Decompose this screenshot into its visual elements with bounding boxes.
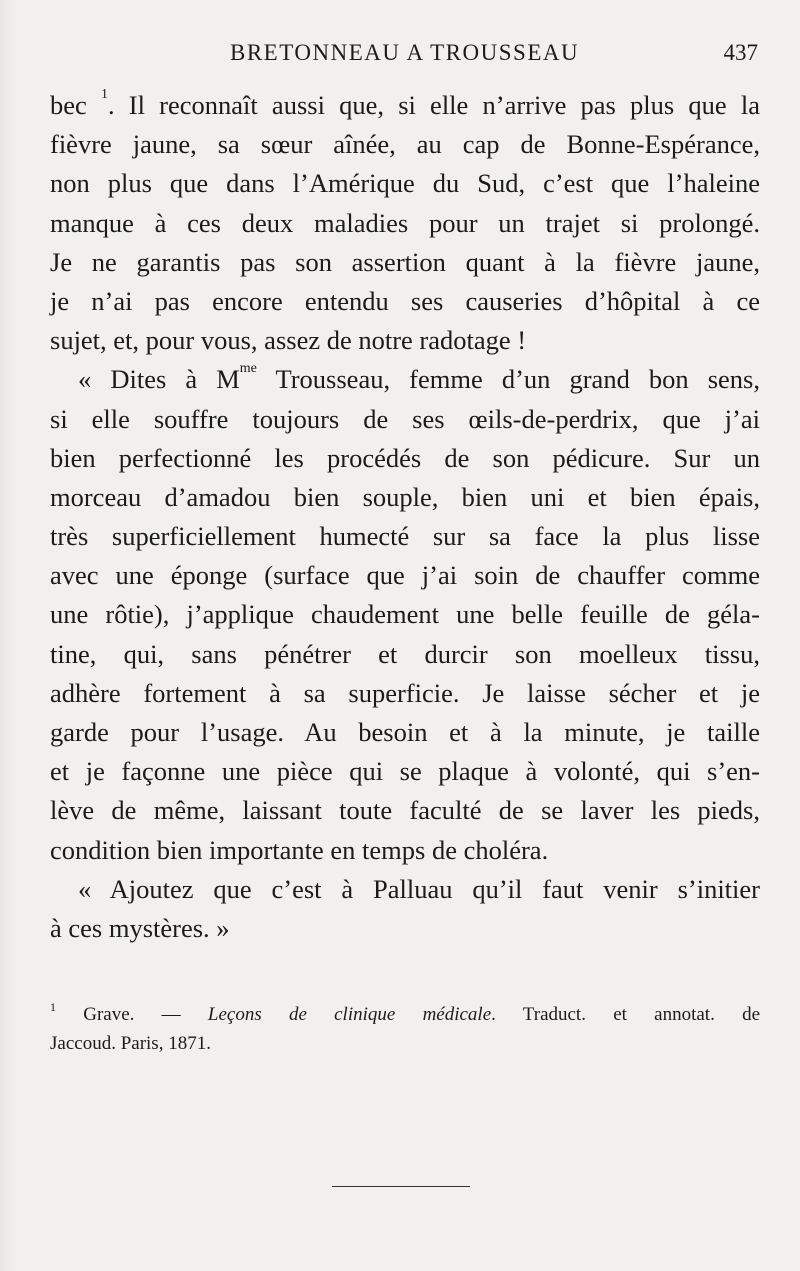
divider-rule xyxy=(332,1186,470,1187)
text-line: très superficiellement humecté sur sa face la plus lisse xyxy=(50,521,760,552)
text-line: je n’ai pas encore entendu ses causeries d’hôpital à ce xyxy=(50,285,760,316)
footnote-number: 1 xyxy=(50,1000,56,1014)
text-line: fièvre jaune, sa sœur aînée, au cap de Bonne-Espérance, xyxy=(50,129,760,160)
text-line: bien perfectionné les procédés de son pédicure. Sur un xyxy=(50,442,760,473)
text-line: garde pour l’usage. Au besoin et à la minute, je taille xyxy=(50,717,760,747)
text-line: avec une éponge (surface que j’ai soin de chauffer comme xyxy=(50,560,760,591)
text-line: une rôtie), j’applique chaudement une belle feuille de géla- xyxy=(50,599,760,630)
running-header xyxy=(50,40,758,70)
text-line: bec $^1$. Il reconnaît aussi que, si elle n’arrive pas plus que la xyxy=(50,87,760,120)
superscript: me xyxy=(239,361,257,377)
footnote xyxy=(50,1000,760,1058)
page-number: 437 xyxy=(723,40,758,65)
running-title: BRETONNEAU A TROUSSEAU xyxy=(230,40,580,65)
text-line: lève de même, laissant toute faculté de se laver les pieds, xyxy=(50,795,760,826)
text-line: adhère fortement à sa superficie. Je laisse sécher et je xyxy=(50,677,760,708)
footnote-marker: 1 xyxy=(100,87,108,102)
body-text xyxy=(50,86,760,948)
text-line: manque à ces deux maladies pour un trajet si prolongé. xyxy=(50,207,760,238)
text-line: à ces mystères. » xyxy=(50,912,230,943)
cited-work: Leçons de clinique médicale xyxy=(207,1004,492,1025)
text-line: sujet, et, pour vous, assez de notre radotage ! xyxy=(50,325,527,356)
text-line: non plus que dans l’Amérique du Sud, c’est que l’haleine xyxy=(50,168,760,199)
text-line: tine, qui, sans pénétrer et durcir son moelleux tissu, xyxy=(50,638,760,669)
text-line: morceau d’amadou bien souple, bien uni et bien épais, xyxy=(50,481,760,512)
page-edge xyxy=(0,0,16,1271)
text-line: « Ajoutez que c’est à Palluau qu’il faut venir s’initier xyxy=(78,873,760,904)
footnote-line: $^1$ Grave. — Leçons de clinique médicale. Traduct. et annotat. de xyxy=(50,1000,760,1025)
text-line: si elle souffre toujours de ses œils-de-perdrix, que j’ai xyxy=(50,403,760,434)
text-line: Je ne garantis pas son assertion quant à la fièvre jaune, xyxy=(50,246,760,277)
text-line: condition bien importante en temps de choléra. xyxy=(50,834,549,865)
text-line: « Dites à $M^{me}$ Trousseau, femme d’un grand bon sens, xyxy=(78,361,760,395)
text-line: et je façonne une pièce qui se plaque à volonté, qui s’en- xyxy=(50,756,760,787)
footnote-line: Jaccoud. Paris, 1871. xyxy=(50,1033,211,1054)
